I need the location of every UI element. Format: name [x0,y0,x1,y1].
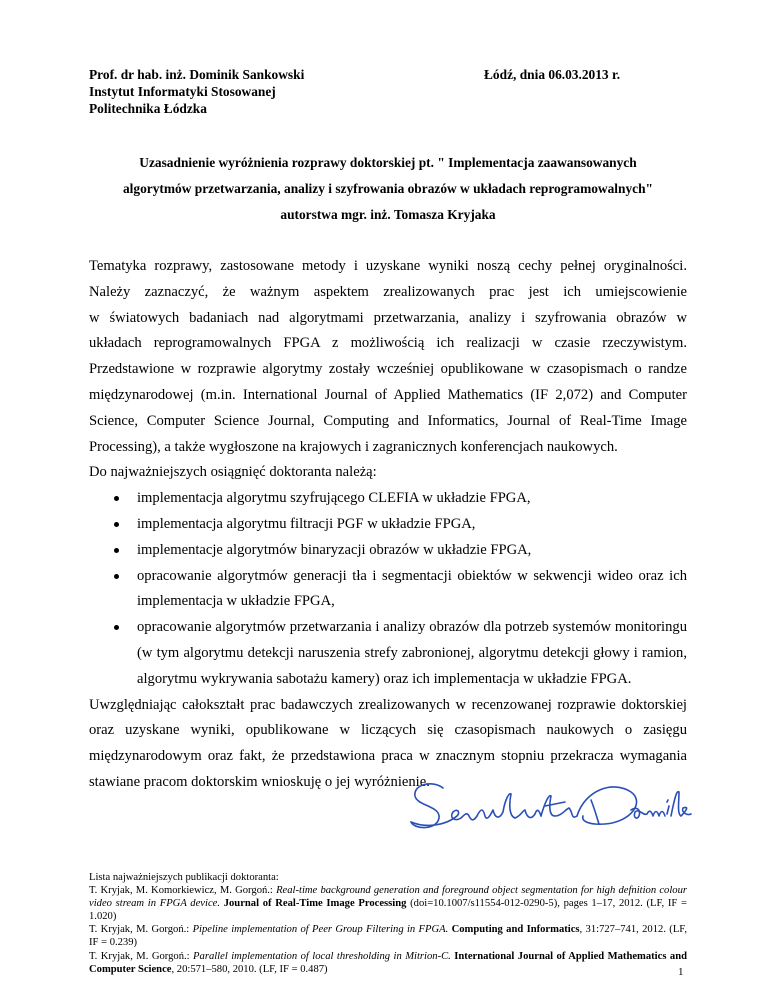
list-item [89,538,687,564]
publication-authors: T. Kryjak, M. Gorgoń.: [89,950,194,962]
publications-list [89,871,687,976]
publications-heading: Lista najważniejszych publikacji doktoranta: [89,872,279,883]
title-line: algorytmów przetwarzania, analizy i szyfrowania obrazów w układach reprogramowalnych" [122,181,653,196]
list-item-text: implementacja algorytmu szyfrującego CLEFIA w układzie FPGA, [137,490,531,507]
document-title [89,150,687,228]
page-number: 1 [678,966,684,978]
text-line: Uwzględniając całokształt prac badawczych zrealizowanych w recenzowanej rozprawie doktorskiej [89,696,687,713]
publication-journal: Computing and Informatics [451,924,580,936]
author-name: Prof. dr hab. inż. Dominik Sankowski [89,67,305,82]
text-line: w światowych badaniach nad algorytmami przetwarzania, analizy i szyfrowania obrazów w [89,309,687,326]
text-line: układach reprogramowalnych FPGA z możliwością ich realizacji w czasie rzeczywistym. [89,335,687,352]
publication-title: Parallel implementation of local thresholding in Mitrion-C. [193,950,451,962]
text-line: Science, Computer Science Journal, Computing and Informatics, Journal of Real-Time Image [89,412,687,429]
publication-authors: T. Kryjak, M. Gorgoń.: [89,924,193,936]
list-item-text: opracowanie algorytmów generacji tła i segmentacji obiektów w sekwencji wideo oraz ich implementacja w układzie FPGA, [137,567,687,610]
text-line: Tematyka rozprawy, zastosowane metody i uzyskane wyniki noszą cechy pełnej oryginalności. [89,258,687,274]
list-item-text: implementacje algorytmów binaryzacji obrazów w układzie FPGA, [137,541,532,558]
text-line: stawiane pracom doktorskim wnioskuję o jej wyróżnienie. [89,773,430,790]
text-line: oraz uzyskane wyniki, opublikowane w liczących się czasopismach naukowych o zasięgu [89,722,687,739]
publication-journal: International Journal of Applied Mathematics and Computer Science [89,950,687,975]
document-body [89,254,687,796]
achievements-list [89,486,687,692]
bullet-icon [114,548,119,553]
bullet-icon [114,574,119,579]
publication-item [89,923,687,949]
list-item [89,564,687,616]
publication-title: Real-time background generation and foreground object segmentation for high defnition colour video stream in FPGA device. [89,885,687,910]
list-item [89,512,687,538]
publication-journal: Journal of Real-Time Image Processing [223,898,407,910]
text-line: Processing), a także wygłoszone na krajowych i zagranicznych konferencjach naukowych. [89,438,618,455]
text-line: międzynarodowym oraz fakt, że przedstawiona praca w znacznym stopniu przekracza wymagania [89,748,687,765]
title-line: Uzasadnienie wyróżnienia rozprawy doktorskiej pt. " Implementacja zaawansowanych [139,155,637,170]
list-item [89,615,687,692]
handwritten-signature [405,770,695,845]
list-item-text: opracowanie algorytmów przetwarzania i analizy obrazów dla potrzeb systemów monitoringu (w tym algorytmu detekcji naruszenia strefy zabronionej, algorytmu detekcji głowy i ramion, algorytmu wykrywania sabotażu kamery) oraz ich implementacja w układzie FPGA. [137,619,687,687]
publication-authors: T. Kryjak, M. Komorkiewicz, M. Gorgoń.: [89,885,277,897]
list-item-text: implementacja algorytmu filtracji PGF w układzie FPGA, [137,515,476,532]
bullet-icon [114,522,119,527]
text-line: międzynarodowej (m.in. International Journal of Applied Mathematics (IF 2,072) and Computer [89,386,687,403]
author-block [89,66,304,117]
text-line: Przedstawione w rozprawie algorytmy zostały wcześniej opublikowane w czasopismach o randze [89,361,687,378]
achievements-intro: Do najważniejszych osiągnięć doktoranta należą: [89,464,377,481]
place-date: Łódź, dnia 06.03.2013 r. [484,67,621,82]
author-university: Politechnika Łódzka [89,101,207,116]
text-line: Należy zaznaczyć, że ważnym aspektem zrealizowanych prac jest ich umiejscowienie [89,283,687,300]
publication-details: , 31:727–741, 2012. (LF, IF = 0.239) [89,924,687,949]
publication-details: (doi=10.1007/s11554-012-0290-5), pages 1–17, 2012. (LF, IF = 1.020) [89,898,687,923]
title-line: autorstwa mgr. inż. Tomasza Kryjaka [280,207,496,222]
publication-item [89,950,687,976]
list-item [89,486,687,512]
publication-title: Pipeline implementation of Peer Group Filtering in FPGA. [192,924,449,936]
bullet-icon [114,625,119,630]
bullet-icon [114,496,119,501]
publication-details: , 20:571–580, 2010. (LF, IF = 0.487) [171,963,328,975]
publication-item [89,884,687,923]
author-institute: Instytut Informatyki Stosowanej [89,84,276,99]
body-paragraph [89,254,687,460]
